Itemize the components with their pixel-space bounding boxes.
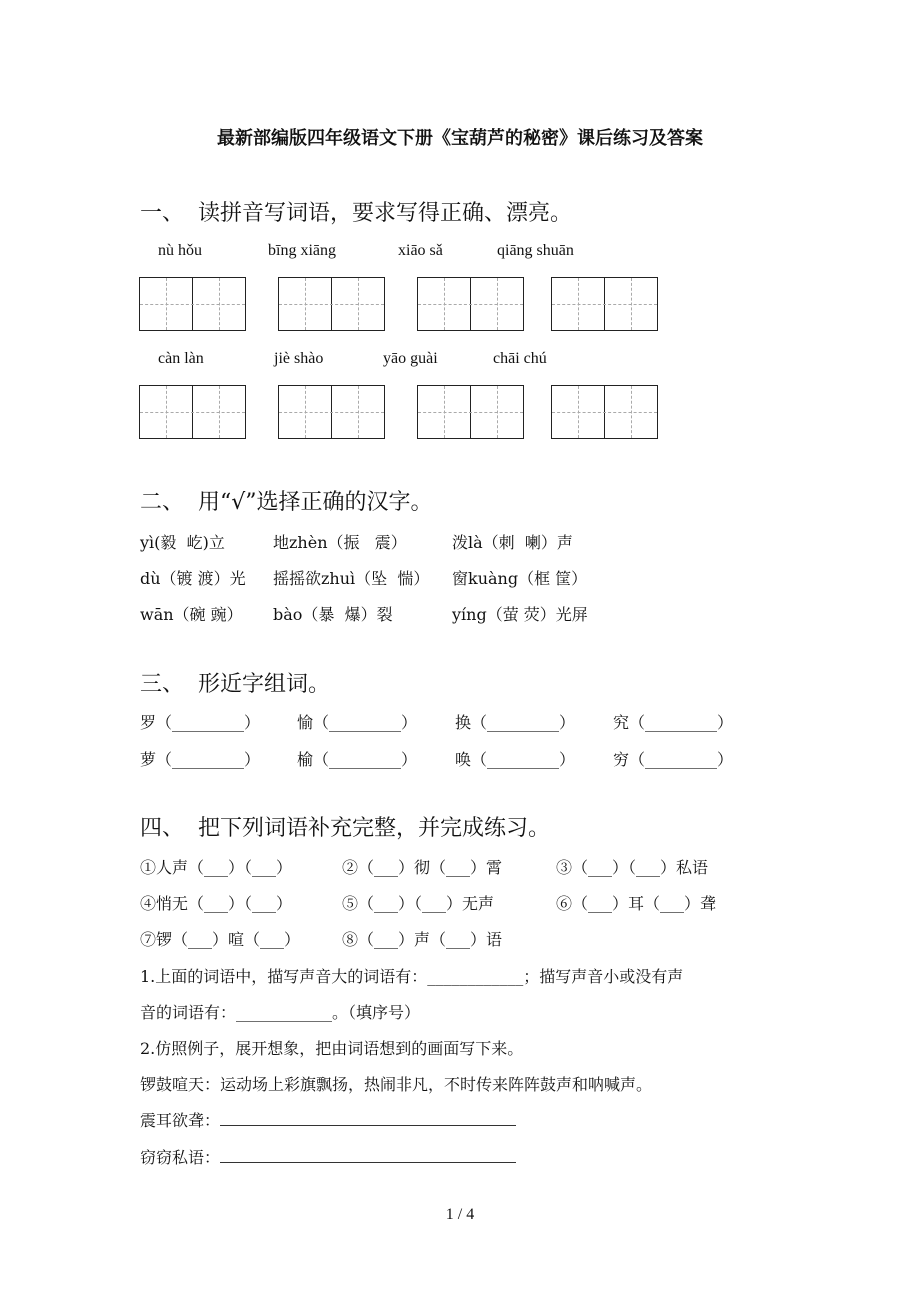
document-title: 最新部编版四年级语文下册《宝葫芦的秘密》课后练习及答案 [217,128,703,149]
fill-item: ①人声（___）（___） [140,858,293,877]
writing-line[interactable] [220,1148,516,1163]
pinyin: yāo guài [383,350,438,367]
writing-box[interactable] [551,277,658,331]
word-item: 愉（_________） [297,713,418,732]
writing-box[interactable] [551,385,658,439]
choice-item: 地zhèn（振 震） [273,533,407,552]
word-item: 榆（_________） [297,750,418,769]
choice-item: yíng（萤 荧）光屏 [452,605,588,624]
section-2-heading: 二、 用“√”选择正确的汉字。 [140,490,433,515]
choice-item: bào（暴 爆）裂 [273,605,393,624]
pinyin: qiāng shuān [497,242,574,259]
writing-box[interactable] [139,385,246,439]
fill-item: ⑦锣（___）喧（___） [140,930,301,949]
word-item: 罗（_________） [140,713,261,732]
pinyin: càn làn [158,350,204,367]
question-1-line-2: 音的词语有：____________。（填序号） [140,1003,421,1022]
pinyin: xiāo sǎ [398,242,443,259]
choice-item: 窗kuàng（框 筐） [452,569,588,588]
pinyin: jiè shào [274,350,324,367]
writing-box[interactable] [417,385,524,439]
choice-item: wān（碗 豌） [140,605,243,624]
choice-item: 泼là（刺 喇）声 [452,533,573,552]
fill-item: ⑥（___）耳（___）聋 [556,894,717,913]
word-item: 究（_________） [613,713,734,732]
writing-label: 窃窃私语： [140,1148,221,1167]
writing-label: 震耳欲聋： [140,1111,221,1130]
choice-item: dù（镀 渡）光 [140,569,246,588]
fill-item: ⑤（___）（___）无声 [342,894,495,913]
writing-box[interactable] [417,277,524,331]
fill-item: ④悄无（___）（___） [140,894,293,913]
pinyin: bīng xiāng [268,242,336,259]
example-sentence: 锣鼓喧天：运动场上彩旗飘扬，热闹非凡，不时传来阵阵鼓声和呐喊声。 [140,1075,653,1094]
writing-box[interactable] [278,385,385,439]
question-2: 2.仿照例子，展开想象，把由词语想到的画面写下来。 [140,1039,524,1058]
section-4-heading: 四、 把下列词语补充完整，并完成练习。 [140,816,550,841]
fill-item: ③（___）（___）私语 [556,858,709,877]
pinyin: chāi chú [493,350,547,367]
writing-box[interactable] [278,277,385,331]
writing-line[interactable] [220,1111,516,1126]
word-item: 换（_________） [455,713,576,732]
section-1-heading: 一、 读拼音写词语，要求写得正确、漂亮。 [140,201,572,226]
choice-item: yì(毅 屹)立 [140,533,225,552]
fill-item: ⑧（___）声（___）语 [342,930,503,949]
choice-item: 摇摇欲zhuì（坠 惴） [273,569,430,588]
writing-box[interactable] [139,277,246,331]
fill-item: ②（___）彻（___）霄 [342,858,503,877]
question-1-line-1: 1.上面的词语中，描写声音大的词语有：____________；描写声音小或没有声 [140,967,684,986]
page-number: 1 / 4 [445,1206,475,1223]
section-3-heading: 三、 形近字组词。 [140,672,330,697]
pinyin: nù hǒu [158,242,202,259]
word-item: 萝（_________） [140,750,261,769]
word-item: 唤（_________） [455,750,576,769]
word-item: 穷（_________） [613,750,734,769]
